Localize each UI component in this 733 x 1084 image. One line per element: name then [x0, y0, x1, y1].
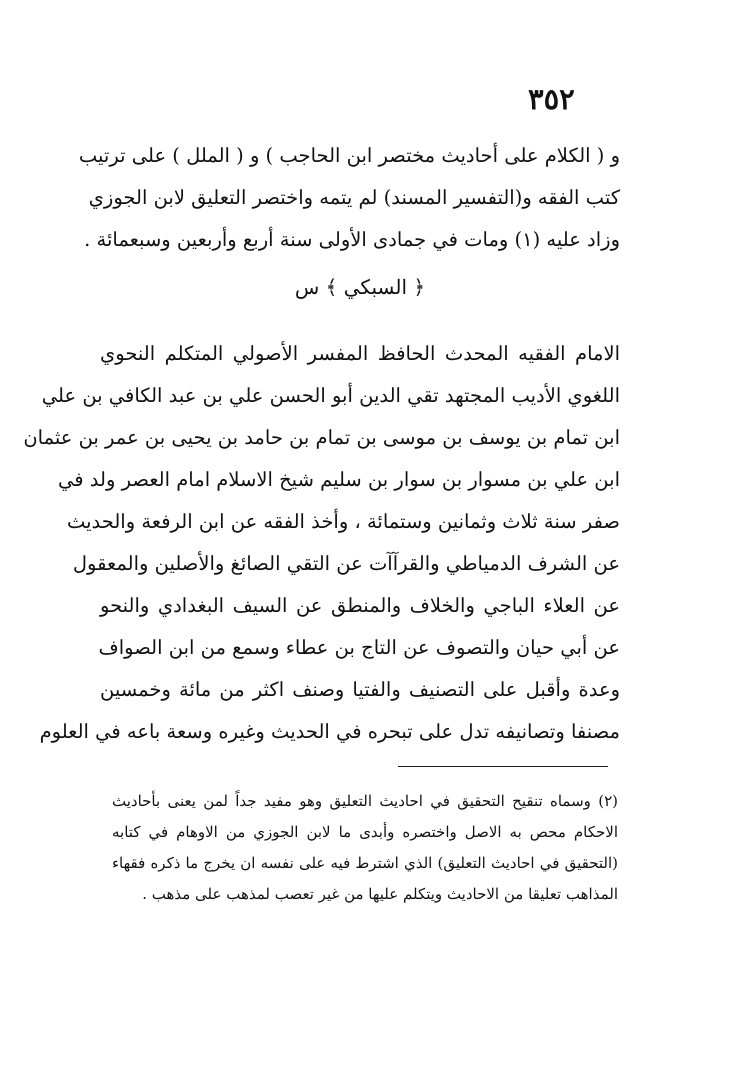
- text-line: و ( الكلام على أحاديث مختصر ابن الحاجب ) و ( الملل ) على ترتيب: [78, 144, 620, 167]
- footnote-line: (٢) وسماه تنقيح التحقيق في احاديث التعليق وهو مفيد جداً لمن يعنى بأحاديث: [112, 792, 618, 810]
- footnote-line: المذاهب تعليقا من الاحاديث ويتكلم عليها من غير تعصب لمذهب على مذهب .: [142, 885, 618, 903]
- text-line: وعدة وأقبل على التصنيف والفتيا وصنف اكثر من مائة وخمسين: [100, 678, 620, 701]
- page-number: ٣٥٢: [528, 82, 575, 116]
- text-line: ابن تمام بن يوسف بن موسى بن تمام بن حامد بن يحيى بن عمر بن عثمان: [23, 426, 620, 449]
- text-line: صفر سنة ثلاث وثمانين وستمائة ، وأخذ الفقه عن ابن الرفعة والحديث: [66, 510, 620, 533]
- text-line: مصنفا وتصانيفه تدل على تبحره في الحديث وغيره وسعة باعه في العلوم: [39, 720, 620, 743]
- text-line: الامام الفقيه المحدث الحافظ المفسر الأصولي المتكلم النحوي: [100, 342, 620, 365]
- text-line: كتب الفقه و(التفسير المسند) لم يتمه واختصر التعليق لابن الجوزي: [88, 186, 620, 209]
- section-heading: ﴿ السبكي ﴾ س: [294, 275, 426, 299]
- text-line: عن أبي حيان والتصوف عن التاج بن عطاء وسمع من ابن الصواف: [98, 636, 620, 659]
- text-line: ابن علي بن مسوار بن سوار بن سليم شيخ الاسلام امام العصر ولد في: [58, 468, 620, 491]
- footnote-line: الاحكام محص به الاصل واختصره وأبدى ما لابن الجوزي من الاوهام في كتابه: [112, 823, 618, 841]
- footnote-line: (التحقيق في احاديث التعليق) الذي اشترط فيه على نفسه ان يخرج ما ذكره فقهاء: [112, 854, 618, 872]
- text-line: اللغوي الأديب المجتهد تقي الدين أبو الحسن علي بن عبد الكافي بن علي: [41, 384, 620, 407]
- footnote-divider: [398, 766, 608, 767]
- text-line: عن الشرف الدمياطي والقرآآت عن التقي الصائغ والأصلين والمعقول: [72, 552, 620, 575]
- text-line: عن العلاء الباجي والخلاف والمنطق عن السيف البغدادي والنحو: [100, 594, 620, 617]
- text-line: وزاد عليه (١) ومات في جمادى الأولى سنة أربع وأربعين وسبعمائة .: [84, 228, 620, 251]
